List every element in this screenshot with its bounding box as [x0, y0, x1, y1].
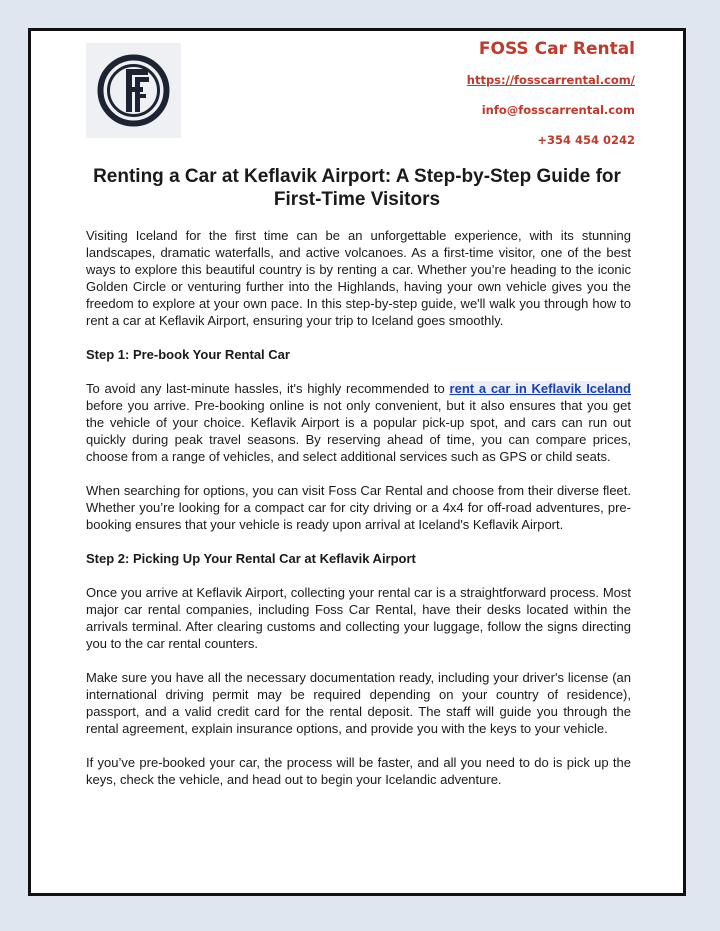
- step1-paragraph-2: When searching for options, you can visit Foss Car Rental and choose from their diverse fleet. Whether you’re looking for a compact car for city driving or a 4x4 for off-road adventures, pre-booking ensures that your vehicle is ready upon arrival at Iceland's Keflavik Airport.: [86, 483, 631, 532]
- website-link[interactable]: https://fosscarrental.com/: [466, 73, 635, 87]
- step2-paragraph-2: Make sure you have all the necessary documentation ready, including your driver's license (an international driving permit may be required depending on your country of residence), passport, and a valid credit card for the rental deposit. The staff will guide you through the rental agreement, explain insurance options, and provide you with the keys to your vehicle.: [86, 670, 631, 736]
- step1-text-before-link: To avoid any last-minute hassles, it's highly recommended to: [86, 381, 450, 396]
- contact-block: [467, 39, 635, 163]
- document-page: [28, 28, 686, 896]
- step2-paragraph-1: Once you arrive at Keflavik Airport, collecting your rental car is a straightforward process. Most major car rental companies, including Foss Car Rental, have their desks located within the arrivals terminal. After clearing customs and collecting your luggage, follow the signs directing you to the car rental counters.: [86, 585, 631, 651]
- rent-car-keflavik-link[interactable]: rent a car in Keflavik Iceland: [449, 381, 631, 396]
- company-name: FOSS Car Rental: [478, 39, 635, 59]
- step2-heading: Step 2: Picking Up Your Rental Car at Keflavik Airport: [86, 551, 416, 566]
- step1-heading: Step 1: Pre-book Your Rental Car: [86, 347, 290, 362]
- step1-paragraph-1: [86, 380, 631, 465]
- document-title: Renting a Car at Keflavik Airport: A Step-by-Step Guide for First-Time Visitors: [93, 166, 621, 210]
- foss-logo-icon: [86, 43, 181, 138]
- article-body: [86, 227, 631, 805]
- phone-text: +354 454 0242: [537, 133, 635, 147]
- step1-text-after-link: before you arrive. Pre-booking online is not only convenient, but it also ensures that you get the vehicle of your choice. Keflavik Airport is a popular pick-up spot, and cars can run out quickly during peak travel seasons. By reserving ahead of time, you can compare prices, choose from a range of vehicles, and select additional services such as GPS or child seats.: [86, 398, 631, 464]
- step2-paragraph-3: If you’ve pre-booked your car, the process will be faster, and all you need to do is pick up the keys, check the vehicle, and head out to begin your Icelandic adventure.: [86, 755, 631, 787]
- logo: [86, 43, 181, 138]
- email-text[interactable]: info@fosscarrental.com: [481, 103, 635, 117]
- intro-paragraph: Visiting Iceland for the first time can be an unforgettable experience, with its stunning landscapes, dramatic waterfalls, and active volcanoes. As a first-time visitor, one of the best ways to explore this beautiful country is by renting a car. Whether you’re heading to the iconic Golden Circle or venturing further into the Highlands, having your own vehicle gives you the freedom to explore at your own pace. In this step-by-step guide, we'll walk you through how to rent a car at Keflavik Airport, ensuring your trip to Iceland goes smoothly.: [86, 228, 631, 328]
